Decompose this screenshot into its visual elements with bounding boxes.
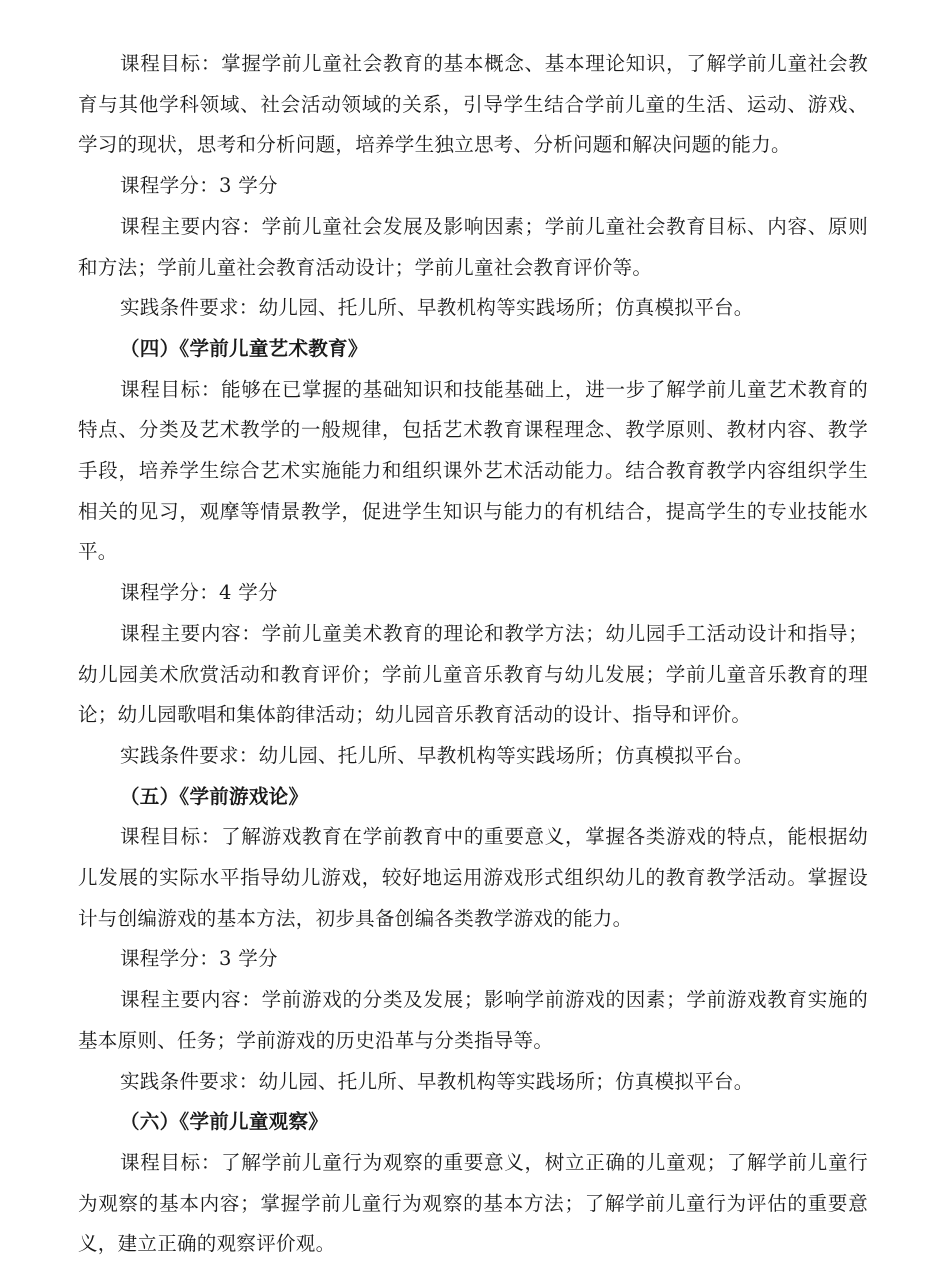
content-paragraph: 课程主要内容：学前游戏的分类及发展；影响学前游戏的因素；学前游戏教育实施的基本原则、任务；学前游戏的历史沿革与分类指导等。 bbox=[78, 988, 868, 1052]
credit-paragraph: 课程学分：3 学分 bbox=[120, 174, 278, 198]
goal-paragraph: 课程目标：能够在已掌握的基础知识和技能基础上，进一步了解学前儿童艺术教育的特点、分类及艺术教学的一般规律，包括艺术教育课程理念、教学原则、教材内容、教学手段，培养学生综合艺术实施能力和组织课外艺术活动能力。结合教育教学内容组织学生相关的见习，观摩等情景教学，促进学生知识与能力的有机结合，提高学生的专业技能水平。 bbox=[78, 377, 868, 564]
section-heading: （五）《学前游戏论》 bbox=[120, 784, 309, 808]
section-heading: （六）《学前儿童观察》 bbox=[120, 1110, 329, 1134]
section-heading: （四）《学前儿童艺术教育》 bbox=[120, 336, 368, 360]
goal-paragraph: 课程目标：掌握学前儿童社会教育的基本概念、基本理论知识，了解学前儿童社会教育与其他学科领域、社会活动领域的关系，引导学生结合学前儿童的生活、运动、游戏、学习的现状，思考和分析问题，培养学生独立思考、分析问题和解决问题的能力。 bbox=[78, 52, 868, 157]
goal-paragraph: 课程目标：了解学前儿童行为观察的重要意义，树立正确的儿童观；了解学前儿童行为观察的基本内容；掌握学前儿童行为观察的基本方法；了解学前儿童行为评估的重要意义，建立正确的观察评价观。 bbox=[78, 1150, 868, 1256]
practice-paragraph: 实践条件要求：幼儿园、托儿所、早教机构等实践场所；仿真模拟平台。 bbox=[120, 296, 754, 320]
credit-paragraph: 课程学分：3 学分 bbox=[120, 947, 278, 971]
credit-paragraph: 课程学分：4 学分 bbox=[120, 581, 278, 605]
content-paragraph: 课程主要内容：学前儿童美术教育的理论和教学方法；幼儿园手工活动设计和指导；幼儿园美术欣赏活动和教育评价；学前儿童音乐教育与幼儿发展；学前儿童音乐教育的理论；幼儿园歌唱和集体韵律活动；幼儿园音乐教育活动的设计、指导和评价。 bbox=[78, 621, 868, 727]
practice-paragraph: 实践条件要求：幼儿园、托儿所、早教机构等实践场所；仿真模拟平台。 bbox=[120, 1069, 754, 1093]
content-paragraph: 课程主要内容：学前儿童社会发展及影响因素；学前儿童社会教育目标、内容、原则和方法；学前儿童社会教育活动设计；学前儿童社会教育评价等。 bbox=[78, 214, 868, 279]
document-page bbox=[78, 44, 868, 1265]
practice-paragraph: 实践条件要求：幼儿园、托儿所、早教机构等实践场所；仿真模拟平台。 bbox=[120, 743, 754, 767]
goal-paragraph: 课程目标：了解游戏教育在学前教育中的重要意义，掌握各类游戏的特点，能根据幼儿发展的实际水平指导幼儿游戏，较好地运用游戏形式组织幼儿的教育教学活动。掌握设计与创编游戏的基本方法，初步具备创编各类教学游戏的能力。 bbox=[78, 825, 868, 930]
